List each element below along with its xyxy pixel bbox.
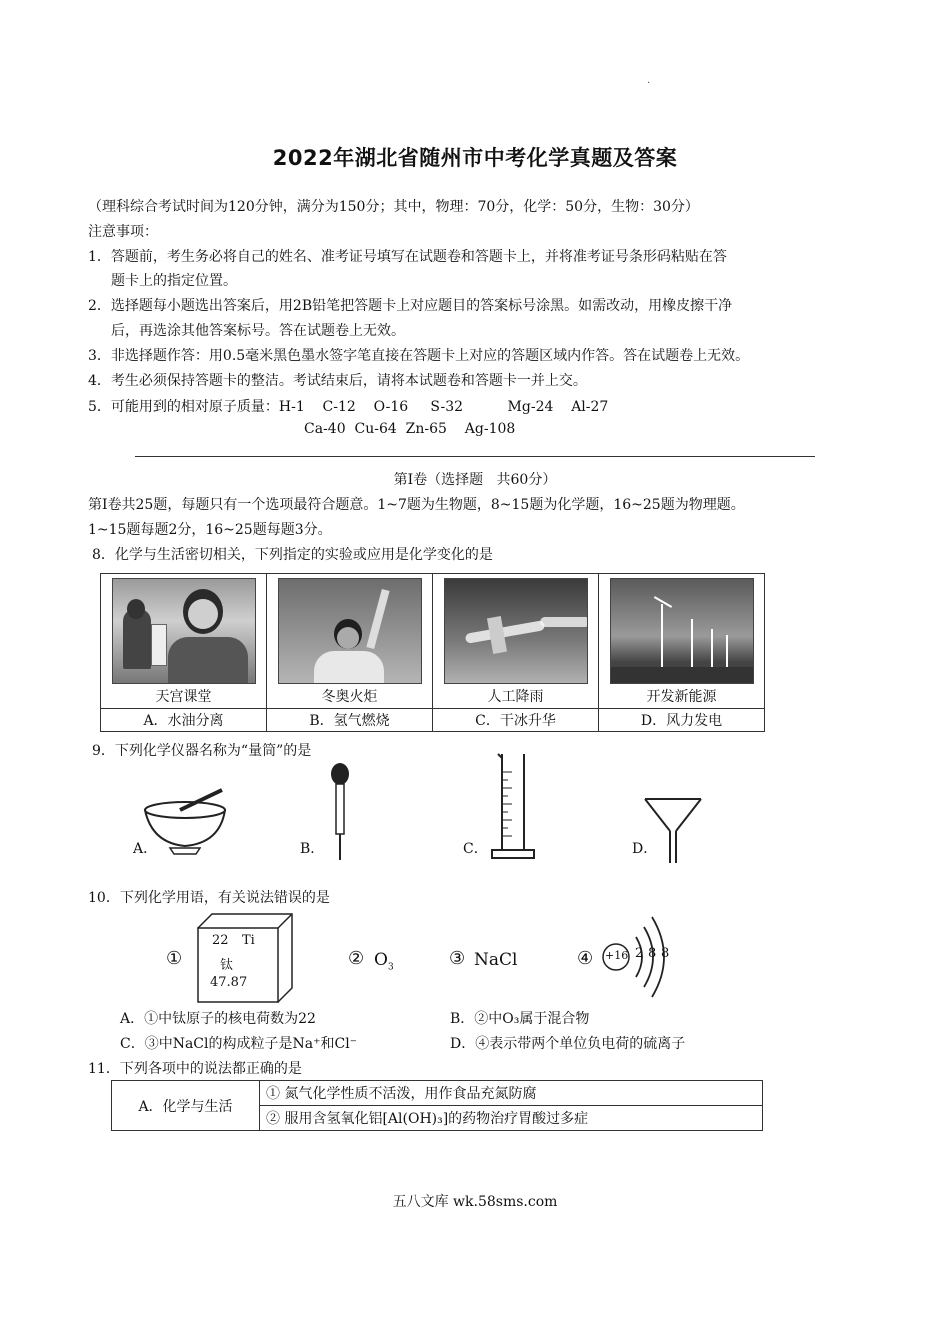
q9-label-d: D． — [632, 841, 658, 857]
q8-caption: 开发新能源 — [646, 689, 717, 705]
q10-circle-3: ③ — [449, 948, 466, 969]
q11-table — [111, 1080, 763, 1131]
element-card — [196, 912, 296, 1004]
q8-cell — [101, 574, 267, 709]
header-mark: · — [647, 78, 651, 89]
nacl-formula: NaCl — [474, 950, 518, 970]
q8-cell — [433, 574, 599, 709]
q9-label-c: C． — [463, 841, 488, 857]
note-line: 5．可能用到的相对原子质量：H-1 C-12 O-16 S-32 Mg-24 Al-27 — [88, 399, 609, 415]
q9-stem: 9．下列化学仪器名称为“量筒”的是 — [92, 743, 312, 759]
q8-option-b: B．氢气燃烧 — [267, 709, 433, 732]
section-desc: 1~15题每题2分，16~25题每题3分。 — [88, 522, 332, 538]
note-line: 2．选择题每小题选出答案后，用2B铅笔把答题卡上对应题目的答案标号涂黑。如需改动，用橡皮擦干净 — [88, 298, 733, 314]
q10-option-d: D．④表示带两个单位负电荷的硫离子 — [450, 1036, 686, 1052]
dropper-icon — [325, 762, 355, 862]
divider — [135, 456, 815, 457]
note-line: 4．考生必须保持答题卡的整洁。考试结束后，请将本试题卷和答题卡一并上交。 — [88, 373, 587, 389]
artificial-rain-photo — [444, 578, 588, 684]
footer-source: 五八文库 wk.58sms.com — [392, 1194, 558, 1210]
q11-stem: 11．下列各项中的说法都正确的是 — [88, 1061, 302, 1077]
olympic-torch-photo — [278, 578, 422, 684]
section-title: 第Ⅰ卷（选择题 共60分） — [393, 472, 557, 488]
q8-stem: 8．化学与生活密切相关，下列指定的实验或应用是化学变化的是 — [92, 547, 493, 563]
notes-heading: 注意事项： — [88, 224, 158, 240]
q10-option-a: A．①中钛原子的核电荷数为22 — [120, 1011, 316, 1027]
q10-circle-4: ④ — [577, 948, 594, 969]
ozone-symbol: O — [374, 950, 388, 970]
note-line: 3．非选择题作答：用0.5毫米黑色墨水签字笔直接在答题卡上对应的答题区域内作答。答在试题卷上无效。 — [88, 348, 750, 364]
q8-caption: 人工降雨 — [487, 689, 544, 705]
q10-stem: 10．下列化学用语，有关说法错误的是 — [88, 890, 330, 906]
q8-caption: 冬奥火炬 — [321, 689, 378, 705]
section-desc: 第Ⅰ卷共25题，每题只有一个选项最符合题意。1~7题为生物题，8~15题为化学题，16~25题为物理题。 — [88, 497, 745, 513]
q11-item: ① 氮气化学性质不活泼，用作食品充氮防腐 — [260, 1081, 763, 1106]
element-symbol: Ti — [242, 933, 255, 948]
q8-cell — [267, 574, 433, 709]
q8-caption: 天宫课堂 — [155, 689, 212, 705]
intro-text: （理科综合考试时间为120分钟，满分为150分；其中，物理：70分，化学：50分，生物：30分） — [88, 199, 699, 215]
ozone-subscript: 3 — [387, 962, 394, 973]
q8-option-d: D．风力发电 — [599, 709, 765, 732]
shell-1: 2 — [635, 946, 644, 961]
q8-table — [100, 573, 765, 732]
q10-circle-1: ① — [166, 948, 183, 969]
note-line: 1．答题前，考生务必将自己的姓名、准考证号填写在试题卷和答题卡上，并将准考证号条形码粘贴在答 — [88, 249, 727, 265]
tiangong-classroom-photo — [112, 578, 256, 684]
element-number: 22 — [212, 933, 229, 948]
element-name: 钛 — [220, 958, 234, 973]
q9-label-b: B． — [300, 841, 325, 857]
wind-turbines-photo — [610, 578, 754, 684]
q9-label-a: A． — [133, 841, 158, 857]
nucleus-charge: +16 — [605, 949, 629, 962]
q10-option-b: B．②中O₃属于混合物 — [450, 1011, 590, 1027]
note-line: 题卡上的指定位置。 — [111, 273, 237, 289]
shell-3: 8 — [661, 946, 670, 961]
q8-option-c: C．干冰升华 — [433, 709, 599, 732]
page-title: 2022年湖北省随州市中考化学真题及答案 — [272, 146, 678, 170]
shell-2: 8 — [648, 946, 657, 961]
q10-circle-2: ② — [348, 948, 365, 969]
q8-option-a: A．水油分离 — [101, 709, 267, 732]
ozone-formula — [374, 950, 394, 972]
measuring-cylinder-icon — [488, 752, 538, 864]
q10-option-c: C．③中NaCl的构成粒子是Na⁺和Cl⁻ — [120, 1036, 358, 1052]
note-line: Ca-40 Cu-64 Zn-65 Ag-108 — [304, 421, 516, 437]
q11-row-label: A．化学与生活 — [112, 1081, 260, 1131]
element-mass: 47.87 — [210, 975, 248, 990]
q8-cell — [599, 574, 765, 709]
q11-item: ② 服用含氢氧化铝[Al(OH)₃]的药物治疗胃酸过多症 — [260, 1106, 763, 1131]
note-line: 后，再选涂其他答案标号。答在试题卷上无效。 — [111, 323, 405, 339]
